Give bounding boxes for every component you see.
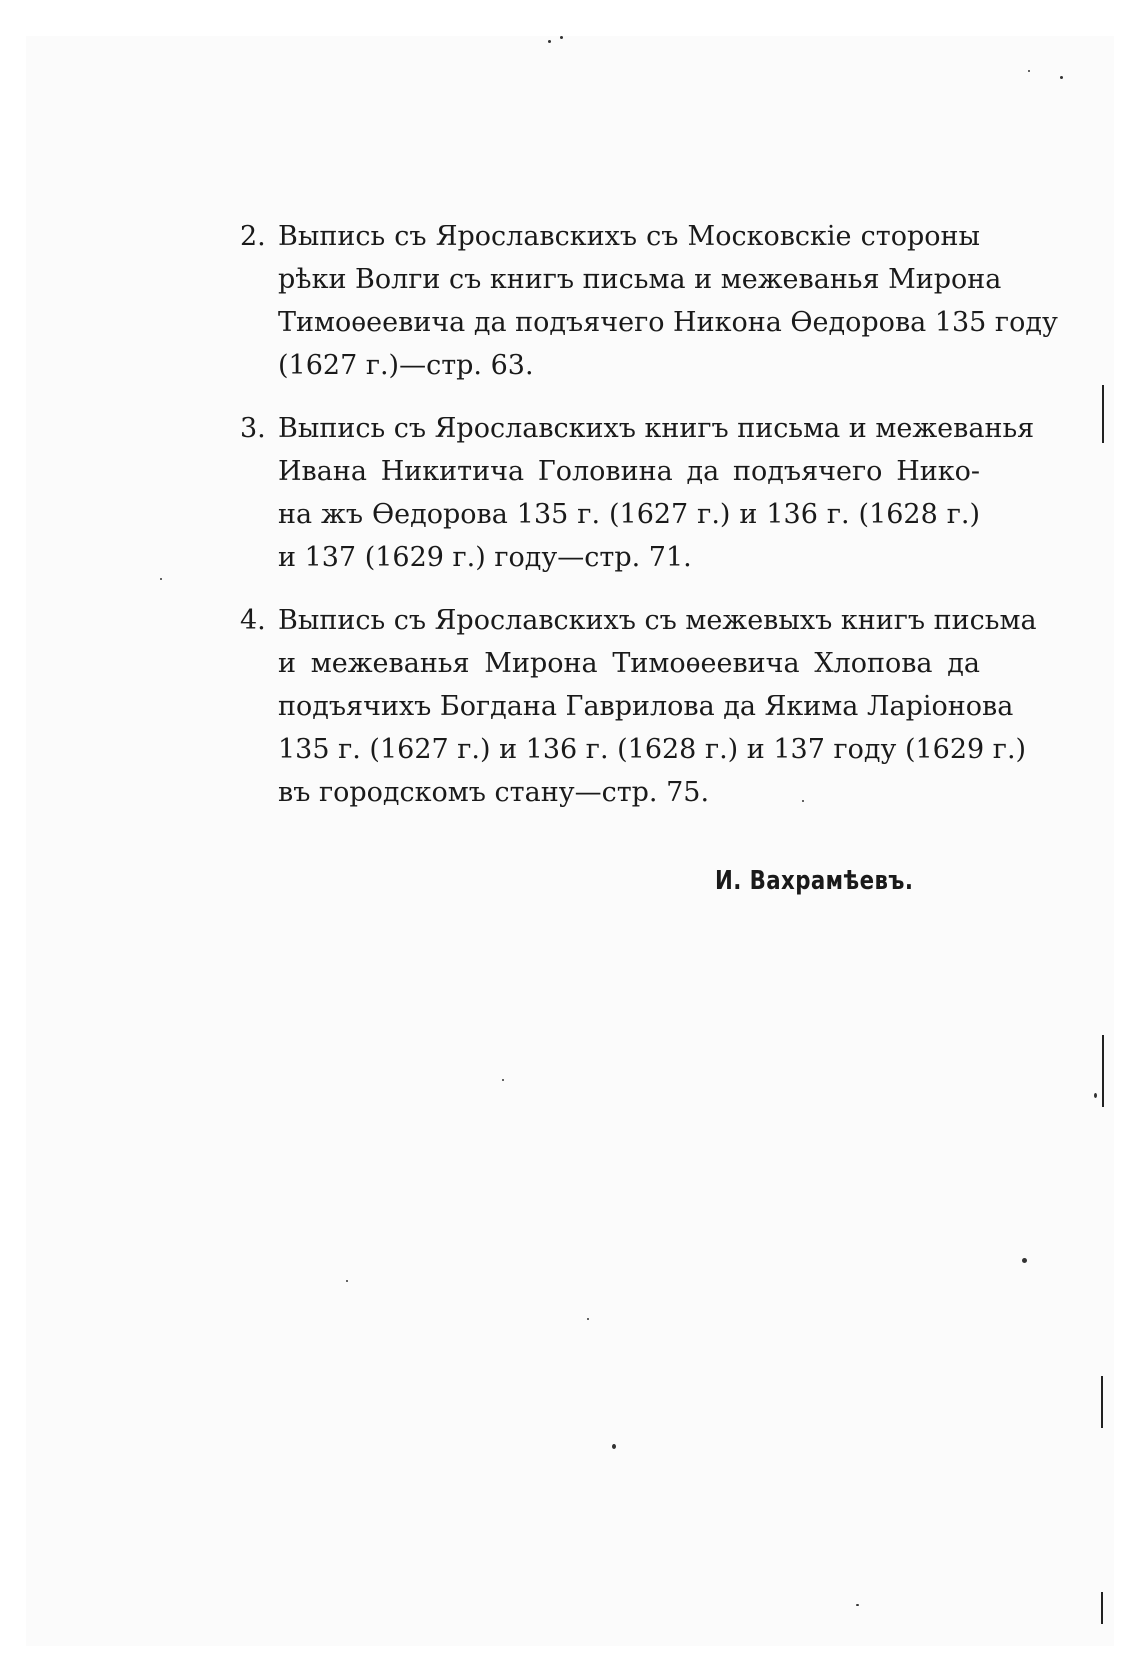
scan-edge-mark	[1101, 1376, 1103, 1428]
entry-number: 4.	[240, 605, 266, 636]
entry-line: Ивана Никитича Головина да подъячего Нико-	[278, 456, 980, 487]
entry-list	[240, 215, 1058, 834]
entry-line: 135 г. (1627 г.) и 136 г. (1628 г.) и 137 году (1629 г.)	[278, 734, 1027, 765]
scan-speck	[560, 36, 563, 39]
scan-speck	[587, 1318, 589, 1320]
entry-line: и межеванья Мирона Тимоѳеевича Хлопова да	[278, 648, 980, 679]
entry-number: 3.	[240, 413, 266, 444]
entry-line: Выпись съ Ярославскихъ съ Московскіе стороны	[278, 221, 980, 252]
entry-line: и 137 (1629 г.) году—стр. 71.	[278, 542, 692, 573]
entry-line: (1627 г.)—стр. 63.	[278, 350, 534, 381]
list-item	[240, 215, 1058, 387]
entry-line: Тимоѳеевича да подъячего Никона Ѳедорова 135 году	[278, 307, 1058, 338]
scan-speck	[160, 578, 162, 580]
entry-line: Выпись съ Ярославскихъ книгъ письма и межеванья	[278, 413, 1035, 444]
entry-line: подъячихъ Богдана Гаврилова да Якима Ларіонова	[278, 691, 1014, 722]
entry-line: на жъ Ѳедорова 135 г. (1627 г.) и 136 г. (1628 г.)	[278, 499, 980, 530]
scan-speck	[802, 800, 804, 802]
scan-speck	[502, 1079, 504, 1081]
scan-edge-mark	[1102, 385, 1104, 443]
entry-line: рѣки Волги съ книгъ письма и межеванья Мирона	[278, 264, 1002, 295]
scan-edge-mark	[1101, 1592, 1103, 1624]
scan-speck	[1094, 1093, 1097, 1098]
scan-speck	[856, 1604, 859, 1606]
scan-speck	[612, 1444, 616, 1449]
scan-speck	[346, 1280, 348, 1282]
author-signature: И. Вахрамѣевъ.	[715, 866, 914, 896]
entry-line: въ городскомъ стану—стр. 75.	[278, 777, 710, 808]
entry-number: 2.	[240, 221, 266, 252]
scan-speck	[1060, 76, 1063, 79]
entry-line: Выпись съ Ярославскихъ съ межевыхъ книгъ письма	[278, 605, 1037, 636]
scan-speck	[1028, 70, 1030, 72]
list-item	[240, 599, 1037, 814]
scan-speck	[1022, 1258, 1027, 1263]
scan-edge-mark	[1102, 1035, 1104, 1107]
scan-speck	[548, 40, 551, 43]
list-item	[240, 407, 1035, 579]
